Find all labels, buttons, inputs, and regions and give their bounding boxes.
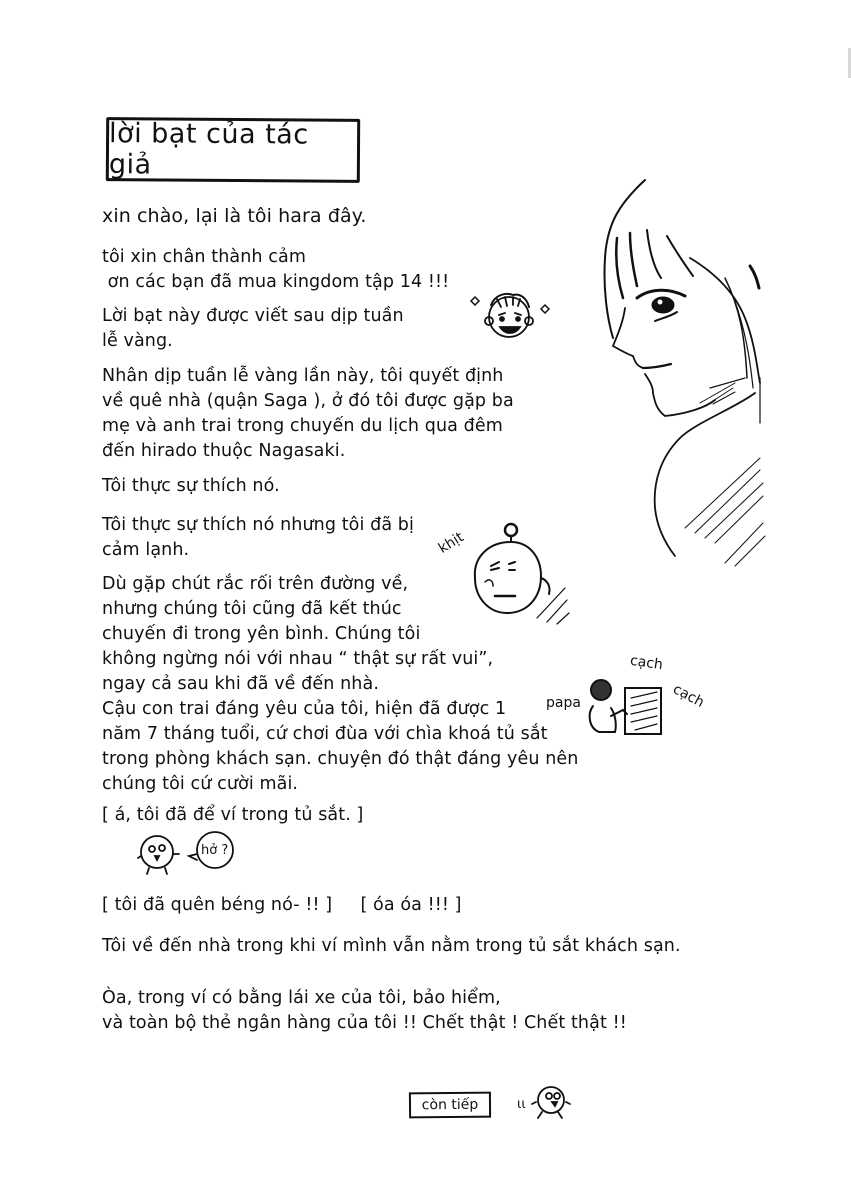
chick-walking-doodle — [530, 1084, 572, 1122]
text-line: chúng tôi cứ cười mãi. — [102, 774, 299, 794]
text-line: Òa, trong ví có bằng lái xe của tôi, bảo hiểm, — [102, 988, 501, 1008]
paragraph-cold — [102, 513, 414, 563]
text-line: ngay cả sau khi đã về đến nhà. — [102, 674, 379, 694]
paragraph-wallet-contents — [102, 986, 627, 1036]
girl-profile-drawing — [595, 178, 775, 568]
text-line: xin chào, lại là tôi hara đây. — [102, 205, 367, 227]
text-line: cảm lạnh. — [102, 540, 190, 560]
paragraph-wallet-safe — [102, 803, 363, 828]
sfx-sniff: khịt — [435, 529, 467, 557]
text-line: Cậu con trai đáng yêu của tôi, hiện đã được 1 — [102, 699, 507, 719]
papa-at-safe-doodle — [585, 678, 665, 738]
text-line: về quê nhà (quận Saga ), ở đó tôi được gặp ba — [102, 391, 514, 411]
text-line: Tôi về đến nhà trong khi ví mình vẫn nằm trong tủ sắt khách sạn. — [102, 936, 681, 956]
text-line: không ngừng nói với nhau “ thật sự rất vui”, — [102, 649, 494, 669]
continue-label: còn tiếp — [421, 1096, 479, 1114]
sick-man-doodle — [455, 518, 570, 628]
bird-quote-mark: ιι — [517, 1097, 526, 1112]
text-line: đến hirado thuộc Nagasaki. — [102, 441, 346, 461]
paragraph-trip — [102, 364, 514, 464]
text-line: trong phòng khách sạn. chuyện đó thật đáng yêu nên — [102, 749, 579, 769]
paragraph-thanks — [102, 245, 449, 295]
text-line: [ tôi đã quên béng nó- !! ] [ óa óa !!! ] — [102, 895, 462, 915]
page-title: lời bạt của tác giả — [108, 118, 309, 181]
text-line: lễ vàng. — [102, 331, 173, 351]
sfx-clack-2: cạch — [670, 681, 707, 711]
grinning-face-doodle — [463, 287, 553, 347]
bird-speech-bubble: hở ? — [201, 843, 229, 858]
paragraph-home — [102, 934, 681, 959]
continue-label-box — [409, 1092, 491, 1119]
text-line: và toàn bộ thẻ ngân hàng của tôi !! Chết thật ! Chết thật !! — [102, 1013, 627, 1033]
text-line: chuyến đi trong yên bình. Chúng tôi — [102, 624, 421, 644]
text-line: Lời bạt này được viết sau dịp tuần — [102, 306, 404, 326]
sfx-papa: papa — [546, 695, 581, 711]
text-line: Tôi thực sự thích nó. — [102, 476, 280, 496]
paragraph-forgot — [102, 893, 462, 918]
text-line: năm 7 tháng tuổi, cứ chơi đùa với chìa khoá tủ sắt — [102, 724, 548, 744]
paragraph-son — [102, 697, 578, 797]
paragraph-liked-it — [102, 474, 280, 499]
text-line: nhưng chúng tôi cũng đã kết thúc — [102, 599, 402, 619]
text-line: tôi xin chân thành cảm — [102, 247, 306, 267]
text-line: Dù gặp chút rắc rối trên đường về, — [102, 574, 409, 594]
text-line: Nhân dịp tuần lễ vàng lần này, tôi quyết định — [102, 366, 504, 386]
text-line: mẹ và anh trai trong chuyến du lịch qua đêm — [102, 416, 503, 436]
title-box — [106, 117, 360, 183]
chick-doodle — [135, 830, 245, 880]
text-line: ơn các bạn đã mua kingdom tập 14 !!! — [102, 272, 450, 292]
paragraph-greeting — [102, 204, 367, 229]
text-line: [ á, tôi đã để ví trong tủ sắt. ] — [102, 805, 364, 825]
paragraph-trouble — [102, 572, 493, 697]
sfx-clack-1: cạch — [629, 652, 664, 674]
text-line: Tôi thực sự thích nó nhưng tôi đã bị — [102, 515, 414, 535]
paragraph-golden-week — [102, 304, 404, 354]
